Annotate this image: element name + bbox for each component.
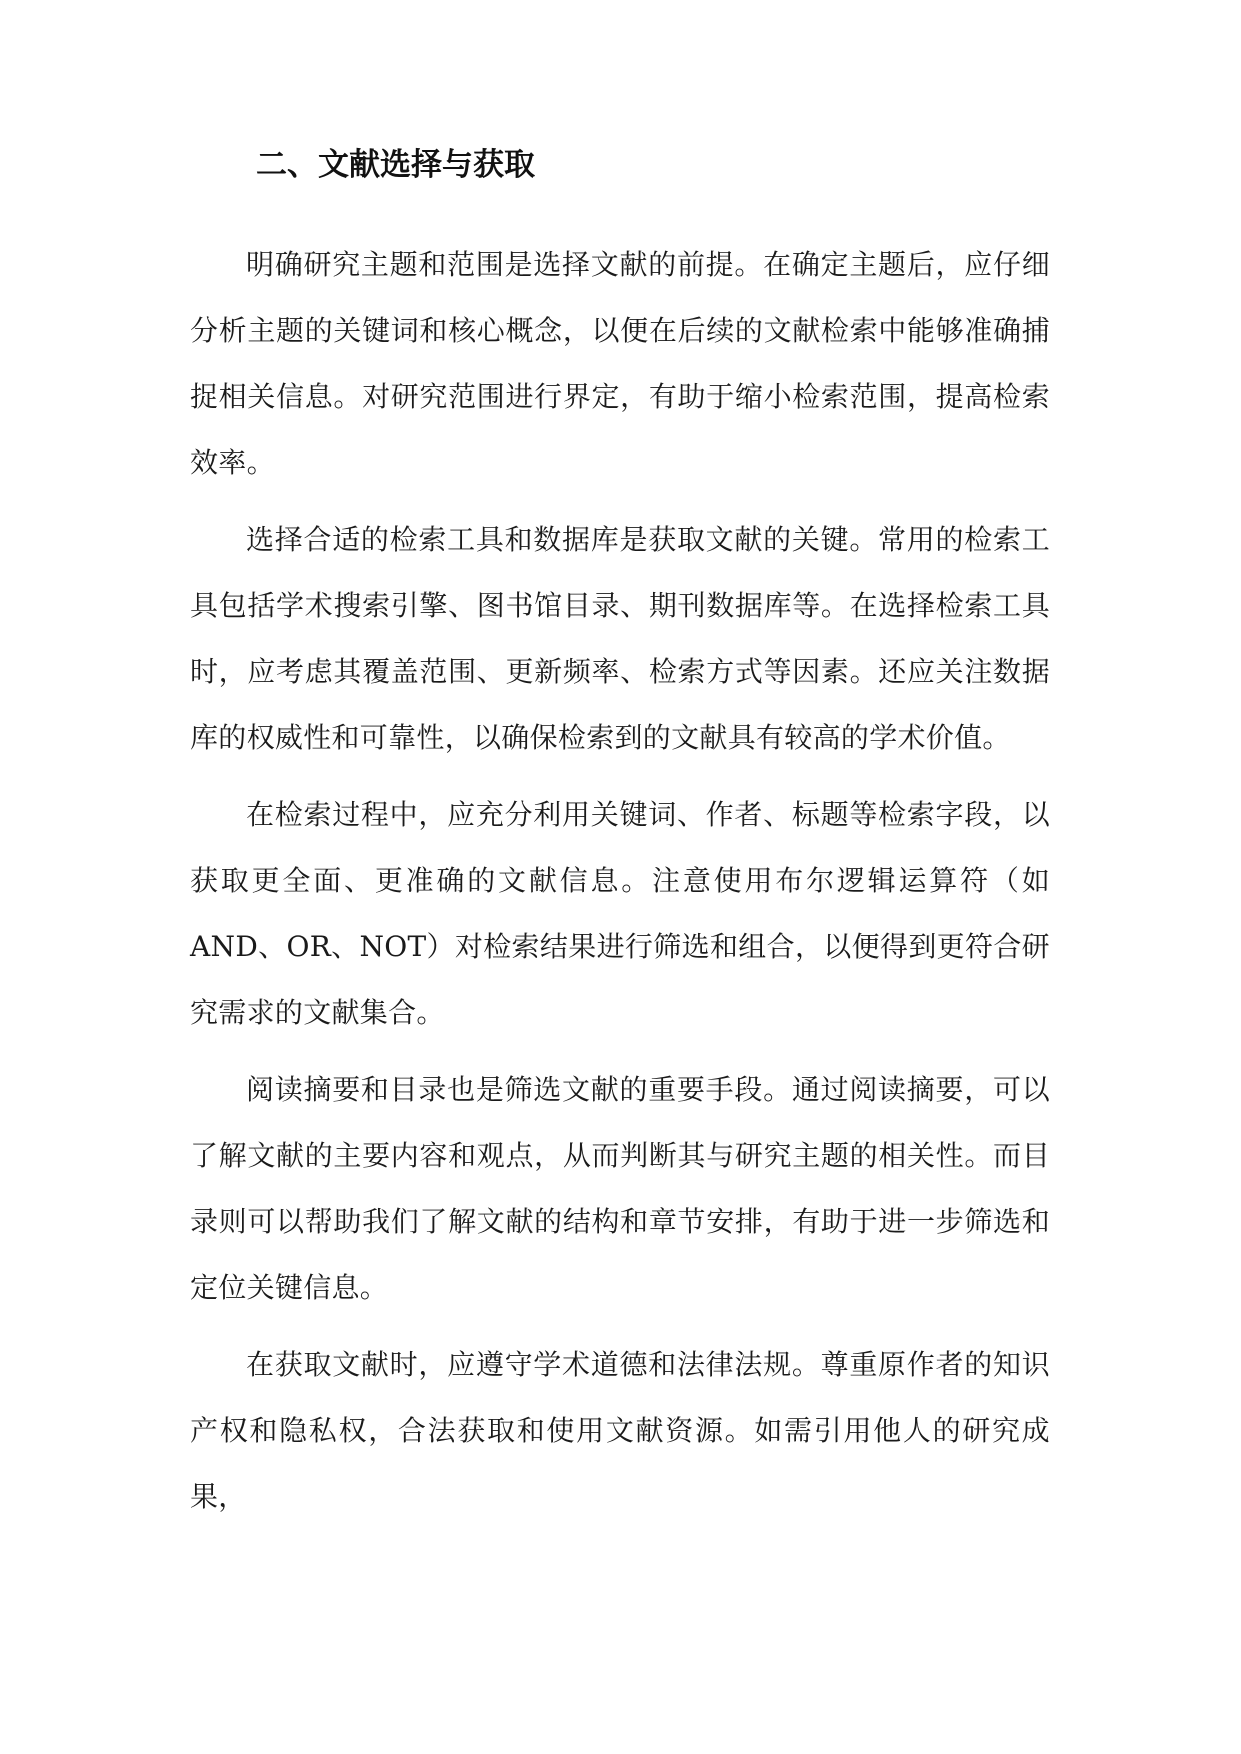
paragraph-5: 在获取文献时，应遵守学术道德和法律法规。尊重原作者的知识产权和隐私权，合法获取和使用文献资源。如需引用他人的研究成果，	[190, 1348, 1050, 1513]
paragraph-2: 选择合适的检索工具和数据库是获取文献的关键。常用的检索工具包括学术搜索引擎、图书馆目录、期刊数据库等。在选择检索工具时，应考虑其覆盖范围、更新频率、检索方式等因素。还应关注数据库的权威性和可靠性，以确保检索到的文献具有较高的学术价值。	[190, 523, 1050, 754]
paragraph-3: 在检索过程中，应充分利用关键词、作者、标题等检索字段，以获取更全面、更准确的文献信息。注意使用布尔逻辑运算符（如 AND、OR、NOT）对检索结果进行筛选和组合，以便得到更符合研究需求的文献集合。	[190, 798, 1050, 1029]
paragraph-4: 阅读摘要和目录也是筛选文献的重要手段。通过阅读摘要，可以了解文献的主要内容和观点，从而判断其与研究主题的相关性。而目录则可以帮助我们了解文献的结构和章节安排，有助于进一步筛选和定位关键信息。	[190, 1073, 1050, 1304]
document-body	[190, 232, 1050, 1541]
paragraph-1: 明确研究主题和范围是选择文献的前提。在确定主题后，应仔细分析主题的关键词和核心概念，以便在后续的文献检索中能够准确捕捉相关信息。对研究范围进行界定，有助于缩小检索范围，提高检索效率。	[190, 248, 1050, 479]
section-heading: 二、文献选择与获取	[256, 147, 535, 183]
